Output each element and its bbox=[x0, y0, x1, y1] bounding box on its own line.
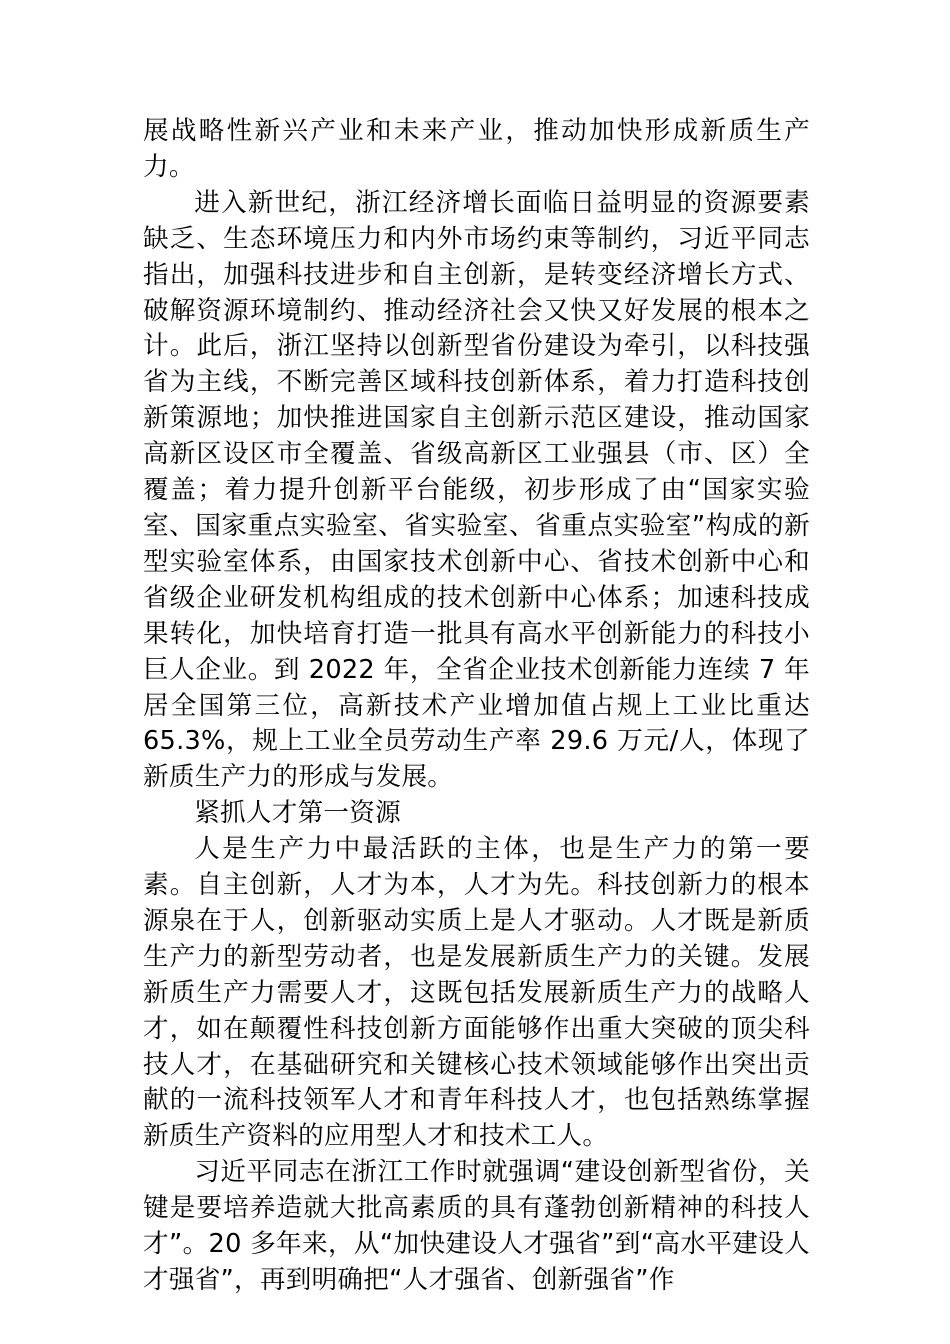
section-heading-talent: 紧抓人才第一资源 bbox=[194, 798, 401, 829]
paragraph-innovation: 进入新世纪，浙江经济增长面临日益明显的资源要素缺乏、生态环境压力和内外市场约束等制约，习近平同志指出，加强科技进步和自主创新，是转变经济增长方式、破解资源环境制约、推动经济社会又快又好发展的根本之计。此后，浙江坚持以创新型省份建设为牵引，以科技强省为主线，不断完善区域科技创新体系，着力打造科技创新策源地；加快推进国家自主创新示范区建设，推动国家高新区设区市全覆盖、省级高新区工业强县（市、区）全覆盖；着力提升创新平台能级，初步形成了由“国家实验室、国家重点实验室、省实验室、省重点实验室”构成的新型实验室体系，由国家技术创新中心、省技术创新中心和省级企业研发机构组成的技术创新中心体系；加速科技成果转化，加快培育打造一批具有高水平创新能力的科技小巨人企业。到 2022 年，全省企业技术创新能力连续 7 年居全国第三位，高新技术产业增加值占规上工业比重达 65.3%，规上工业全员劳动生产率 29.6 万元/人，体现了新质生产力的形成与发展。 bbox=[143, 187, 810, 793]
paragraph-talent: 人是生产力中最活跃的主体，也是生产力的第一要素。自主创新，人才为本，人才为先。科技创新力的根本源泉在于人，创新驱动实质上是人才驱动。人才既是新质生产力的新型劳动者，也是发展新质生产力的关键。发展新质生产力需要人才，这既包括发展新质生产力的战略人才，如在颠覆性科技创新方面能够作出重大突破的顶尖科技人才，在基础研究和关键核心技术领域能够作出突出贡献的一流科技领军人才和青年科技人才，也包括熟练掌握新质生产资料的应用型人才和技术工人。 bbox=[143, 834, 810, 1152]
paragraph-continuation: 展战略性新兴产业和未来产业，推动加快形成新质生产力。 bbox=[143, 116, 810, 182]
paragraph-talent-province: 习近平同志在浙江工作时就强调“建设创新型省份，关键是要培养造就大批高素质的具有蓬勃创新精神的科技人才”。20 多年来，从“加快建设人才强省”到“高水平建设人才强省”，再到明确把“人才强省、创新强省”作 bbox=[143, 1157, 810, 1295]
document-body bbox=[143, 114, 810, 1299]
